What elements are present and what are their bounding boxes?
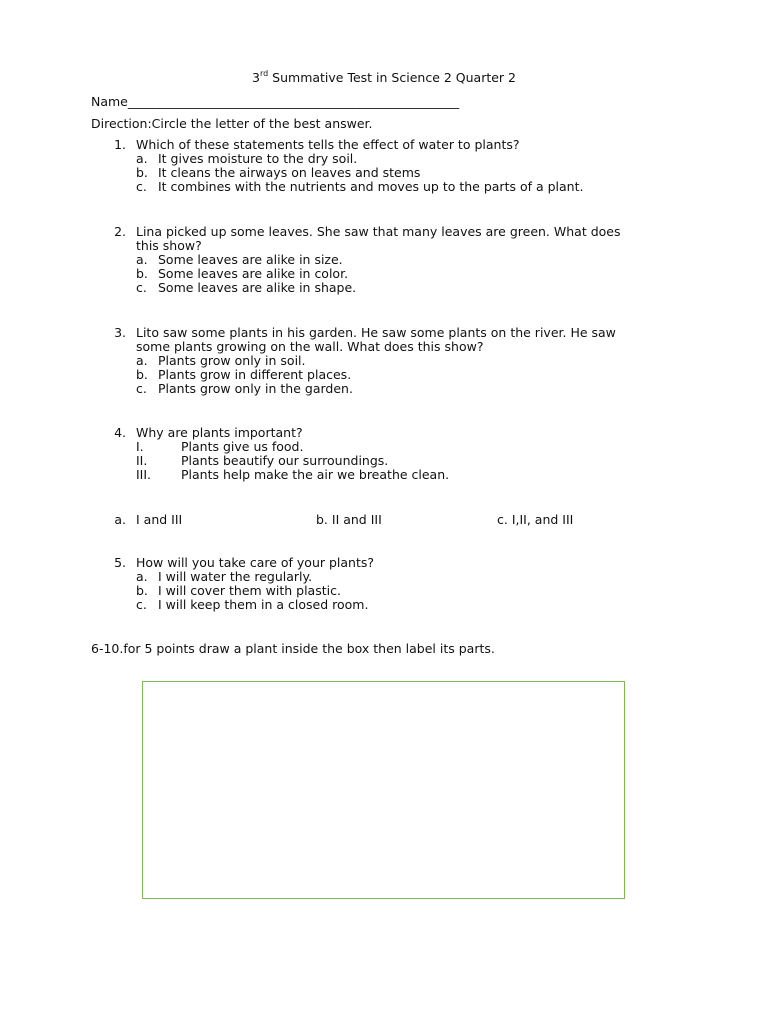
option-letter[interactable]: c.	[136, 381, 147, 396]
statement-numeral: III.	[136, 467, 152, 482]
option-text: It gives moisture to the dry soil.	[158, 151, 358, 166]
question-number: 3.	[114, 325, 126, 340]
choice-c[interactable]: c. I,II, and III	[497, 512, 574, 527]
option-text: Plants grow in different places.	[158, 367, 352, 382]
question-number: 2.	[114, 224, 126, 239]
option-text: Some leaves are alike in color.	[158, 266, 349, 281]
statement-numeral: II.	[136, 453, 148, 468]
option-text: I will water the regularly.	[158, 569, 313, 584]
statement-text: Plants give us food.	[181, 439, 304, 454]
question-text-continued: some plants growing on the wall. What does this show?	[136, 339, 484, 354]
option-letter[interactable]: a.	[136, 151, 148, 166]
drawing-instruction: 6-10.for 5 points draw a plant inside the box then label its parts.	[91, 641, 495, 656]
option-text: Some leaves are alike in size.	[158, 252, 343, 267]
option-text: I will keep them in a closed room.	[158, 597, 369, 612]
question-number: 5.	[114, 555, 126, 570]
option-letter[interactable]: b.	[136, 367, 148, 382]
option-text: Plants grow only in the garden.	[158, 381, 353, 396]
name-line[interactable]: Name_____________________________________________________	[91, 94, 460, 109]
question-text: How will you take care of your plants?	[136, 555, 375, 570]
question-text: Lito saw some plants in his garden. He saw some plants on the river. He saw	[136, 325, 616, 340]
option-letter[interactable]: a.	[136, 569, 148, 584]
option-text: Plants grow only in soil.	[158, 353, 306, 368]
question-text: Which of these statements tells the effect of water to plants?	[136, 137, 520, 152]
option-letter[interactable]: c.	[136, 280, 147, 295]
statement-text: Plants beautify our surroundings.	[181, 453, 389, 468]
choice-b[interactable]: b. II and III	[316, 512, 382, 527]
title-ordinal: 3	[252, 70, 260, 85]
title-text: Summative Test in Science 2 Quarter 2	[268, 70, 516, 85]
option-letter[interactable]: a.	[136, 252, 148, 267]
option-letter[interactable]: b.	[136, 266, 148, 281]
direction-text: Direction:Circle the letter of the best answer.	[91, 116, 373, 131]
question-number: 1.	[114, 137, 126, 152]
question-text: Why are plants important?	[136, 425, 303, 440]
option-letter[interactable]: b.	[136, 165, 148, 180]
statement-numeral: I.	[136, 439, 144, 454]
option-letter[interactable]: c.	[136, 597, 147, 612]
question-number: 4.	[114, 425, 126, 440]
option-text: It combines with the nutrients and moves up to the parts of a plant.	[158, 179, 584, 194]
question-text: Lina picked up some leaves. She saw that many leaves are green. What does	[136, 224, 621, 239]
test-title	[0, 68, 768, 85]
option-text: Some leaves are alike in shape.	[158, 280, 357, 295]
option-text: It cleans the airways on leaves and stems	[158, 165, 421, 180]
option-text: I will cover them with plastic.	[158, 583, 341, 598]
statement-text: Plants help make the air we breathe clean.	[181, 467, 450, 482]
choice-text: I and III	[136, 512, 183, 527]
title-ordinal-suffix: rd	[259, 68, 269, 78]
option-letter[interactable]: b.	[136, 583, 148, 598]
question-text-continued: this show?	[136, 238, 202, 253]
option-letter[interactable]: a.	[136, 353, 148, 368]
option-letter[interactable]: c.	[136, 179, 147, 194]
drawing-box[interactable]	[142, 681, 625, 899]
choice-letter[interactable]: a.	[114, 512, 126, 527]
